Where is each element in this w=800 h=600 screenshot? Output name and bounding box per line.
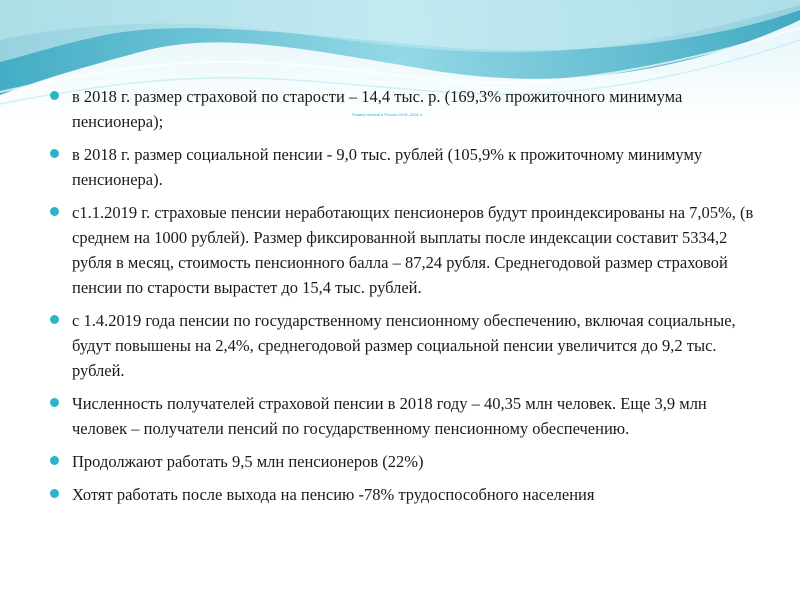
bullet-text: в 2018 г. размер страховой по старости – 14,4 тыс. р. (169,3% прожиточного минимума пенсионера); bbox=[72, 87, 683, 131]
bullet-item bbox=[50, 84, 755, 134]
bullet-text: с 1.4.2019 года пенсии по государственному пенсионному обеспечению, включая социальные, будут повышены на 2,4%, среднегодовой размер социальной пенсии увеличится до 9,2 тыс. рублей. bbox=[72, 311, 736, 380]
bullet-text: Численность получателей страховой пенсии в 2018 году – 40,35 млн человек. Еще 3,9 млн человек – получатели пенсий по государственному пенсионному обеспечению. bbox=[72, 394, 707, 438]
bullet-dot-icon bbox=[50, 398, 59, 407]
bullet-dot-icon bbox=[50, 315, 59, 324]
bullet-list bbox=[50, 84, 755, 507]
small-note-text: Размер пенсий в России 2015–2018 гг. bbox=[352, 112, 424, 117]
bullet-item bbox=[50, 449, 755, 474]
bullet-text: Хотят работать после выхода на пенсию -78% трудоспособного населения bbox=[72, 485, 595, 504]
bullet-text: Продолжают работать 9,5 млн пенсионеров (22%) bbox=[72, 452, 424, 471]
bullet-item bbox=[50, 200, 755, 300]
bullet-content bbox=[50, 84, 755, 515]
bullet-text: в 2018 г. размер социальной пенсии - 9,0 тыс. рублей (105,9% к прожиточному минимуму пенсионера). bbox=[72, 145, 703, 189]
bullet-dot-icon bbox=[50, 149, 59, 158]
bullet-dot-icon bbox=[50, 489, 59, 498]
bullet-dot-icon bbox=[50, 207, 59, 216]
bullet-dot-icon bbox=[50, 91, 59, 100]
bullet-item bbox=[50, 142, 755, 192]
bullet-item bbox=[50, 308, 755, 383]
bullet-text: с1.1.2019 г. страховые пенсии неработающих пенсионеров будут проиндексированы на 7,05%, (в среднем на 1000 рублей). Размер фиксированной выплаты после индексации составит 5334,2 рубля в месяц, стоимость пенсионного балла – 87,24 рубля. Среднегодовой размер страховой пенсии по старости вырастет до 15,4 тыс. рублей. bbox=[72, 203, 754, 297]
bullet-item bbox=[50, 391, 755, 441]
bullet-item bbox=[50, 482, 755, 507]
bullet-dot-icon bbox=[50, 456, 59, 465]
